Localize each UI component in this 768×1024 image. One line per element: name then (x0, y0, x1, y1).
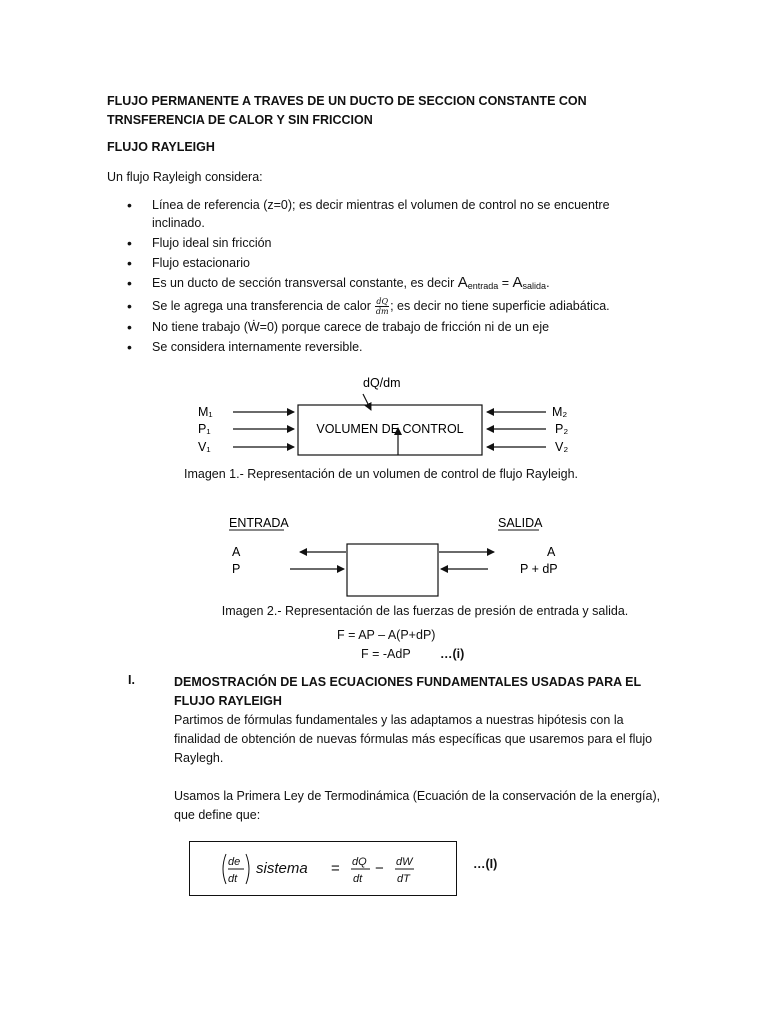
document-title: FLUJO PERMANENTE A TRAVES DE UN DUCTO DE SECCION CONSTANTE CON TRNSFERENCIA DE CALOR Y SIN FRICCION (107, 94, 587, 127)
bullet-text: Es un ducto de sección transversal constante, es decir (152, 276, 458, 290)
intro-text: Un flujo Rayleigh considera: (107, 170, 263, 184)
equation-tag-I: …(I) (473, 857, 498, 871)
energy-equation-box (189, 841, 457, 896)
section-number: I. (128, 673, 135, 687)
bullet-text: No tiene trabajo (Ẇ=0) porque carece de trabajo de fricción ni de un eje (152, 320, 550, 335)
bullet-text: ; es decir no tiene superficie adiabática. (390, 299, 610, 313)
list-item (107, 318, 627, 336)
subscript: salida (522, 281, 547, 291)
bullet-text: Flujo ideal sin fricción (152, 236, 272, 250)
fraction-denominator: dm (375, 307, 389, 317)
assumptions-list (107, 196, 627, 358)
outlet-area-label: A (547, 545, 556, 559)
list-item (107, 338, 627, 356)
right-label-p2: P₂ (555, 422, 569, 436)
bullet-text: Se considera internamente reversible. (152, 340, 363, 355)
figure2-caption: Imagen 2.- Representación de las fuerzas de presión de entrada y salida. (221, 604, 629, 618)
bullet-text: Se le agrega una transferencia de calor (152, 299, 375, 313)
force-equation-2: F = -AdP (361, 647, 411, 661)
outlet-pressure-label: P + dP (520, 562, 558, 576)
control-volume-label: VOLUMEN DE CONTROL (316, 422, 464, 436)
eq-dQ: dQ (352, 856, 367, 868)
outlet-label: SALIDA (498, 516, 543, 530)
list-item (107, 196, 627, 232)
eq-dt2: dt (353, 873, 363, 885)
eq-dT: dT (397, 873, 410, 885)
left-label-p1: P₁ (198, 422, 211, 436)
equals: = (498, 276, 513, 290)
inlet-label: ENTRADA (229, 516, 289, 530)
right-label-v2: V₂ (555, 440, 569, 454)
equation-tag-i: …(i) (440, 647, 465, 661)
eq-de: de (228, 856, 241, 868)
period: . (546, 276, 550, 290)
paren-left (223, 854, 226, 884)
list-item (107, 254, 627, 272)
pressure-forces-diagram (0, 508, 768, 603)
heat-transfer-label: dQ/dm (363, 376, 401, 390)
list-item (107, 274, 627, 295)
right-label-m2: M₂ (552, 405, 568, 419)
eq-dt1: dt (228, 873, 238, 885)
area-symbol: A (512, 274, 523, 291)
section-heading: DEMOSTRACIÓN DE LAS ECUACIONES FUNDAMENTALES USADAS PARA EL FLUJO RAYLEIGH (174, 675, 641, 708)
list-item (107, 234, 627, 252)
left-label-m1: M₁ (198, 405, 213, 419)
heat-arrow (363, 394, 371, 410)
fraction (375, 297, 389, 316)
subscript: entrada (467, 281, 499, 291)
section-paragraph-1: Partimos de fórmulas fundamentales y las adaptamos a nuestras hipótesis con la finalidad de obtención de nuevas fórmulas más específicas que usaremos para el flujo Raylegh. (174, 713, 653, 765)
left-label-v1: V₁ (198, 440, 211, 454)
eq-minus: − (375, 860, 384, 877)
list-item (107, 297, 627, 316)
force-equation-1: F = AP – A(P+dP) (337, 628, 436, 642)
bullet-text: Flujo estacionario (152, 256, 250, 270)
eq-sistema: sistema (256, 860, 308, 877)
inlet-area-label: A (232, 545, 241, 559)
figure1-caption: Imagen 1.- Representación de un volumen de control de flujo Rayleigh. (184, 467, 578, 481)
duct-box (347, 544, 438, 596)
area-symbol: A (457, 274, 468, 291)
inlet-pressure-label: P (232, 562, 241, 576)
eq-dW: dW (396, 856, 413, 868)
section-paragraph-2: Usamos la Primera Ley de Termodinámica (Ecuación de la conservación de la energía), que define que: (174, 789, 661, 822)
paren-right (246, 854, 249, 884)
section-subtitle: FLUJO RAYLEIGH (107, 140, 215, 154)
bullet-text: Línea de referencia (z=0); es decir mientras el volumen de control no se encuentre inclinado. (152, 198, 610, 230)
energy-equation (190, 842, 458, 897)
eq-equals: = (331, 860, 340, 877)
fraction-numerator: dQ (376, 297, 389, 307)
